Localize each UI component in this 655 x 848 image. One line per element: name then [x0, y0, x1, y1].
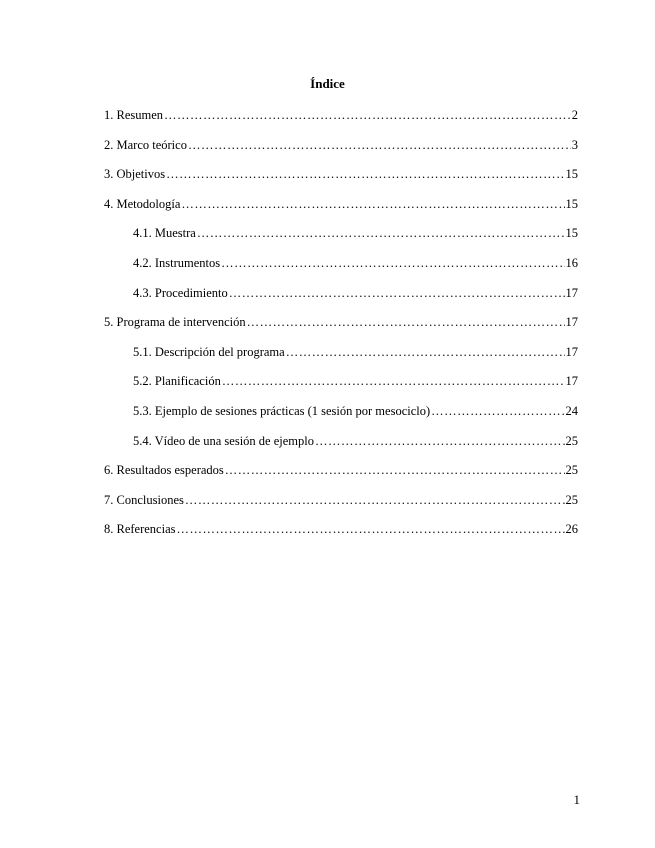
toc-entry-label: 7. Conclusiones [104, 492, 184, 507]
page-number: 1 [573, 792, 580, 807]
toc-entry-page: 15 [565, 226, 578, 241]
toc-entry-page: 3 [571, 137, 578, 152]
toc-entry-metodologia[interactable] [104, 194, 578, 224]
toc-entry-label: 5.1. Descripción del programa [133, 344, 285, 359]
toc-entry-page: 25 [565, 433, 578, 448]
toc-entry-page: 24 [565, 403, 578, 418]
toc-entry-page: 25 [565, 492, 578, 507]
toc-entry-label: 5.4. Vídeo de una sesión de ejemplo [133, 433, 314, 448]
toc-entry-label: 8. Referencias [104, 522, 176, 537]
toc-entry-descripcion-del-programa[interactable] [104, 342, 578, 372]
toc-entry-label: 3. Objetivos [104, 167, 166, 182]
toc-leader-dots [315, 431, 565, 451]
toc-entry-page: 17 [565, 315, 578, 330]
toc-leader-dots [225, 460, 565, 480]
toc-leader-dots [197, 223, 565, 243]
toc-entry-label: 4. Metodología [104, 196, 181, 211]
toc-entry-page: 15 [565, 167, 578, 182]
toc-entry-referencias[interactable] [104, 519, 578, 549]
toc-leader-dots [181, 194, 564, 214]
toc-leader-dots [221, 253, 564, 273]
toc-entry-objetivos[interactable] [104, 164, 578, 194]
toc-entry-page: 15 [565, 196, 578, 211]
toc-entry-procedimiento[interactable] [104, 283, 578, 313]
table-of-contents [104, 105, 578, 549]
toc-entry-instrumentos[interactable] [104, 253, 578, 283]
toc-entry-resumen[interactable] [104, 105, 578, 135]
toc-entry-muestra[interactable] [104, 223, 578, 253]
toc-leader-dots [431, 401, 564, 421]
toc-entry-label: 1. Resumen [104, 108, 164, 122]
toc-entry-page: 17 [565, 285, 578, 300]
toc-entry-page: 16 [565, 255, 578, 270]
toc-entry-page: 25 [565, 463, 578, 478]
toc-entry-label: 5.3. Ejemplo de sesiones prácticas (1 sesión por mesociclo) [133, 403, 431, 418]
toc-entry-page: 2 [571, 108, 578, 122]
toc-entry-page: 17 [565, 374, 578, 389]
toc-entry-conclusiones[interactable] [104, 490, 578, 520]
page-title: Índice [310, 76, 345, 91]
toc-entry-video-de-sesion[interactable] [104, 431, 578, 461]
toc-leader-dots [188, 135, 571, 155]
toc-leader-dots [185, 490, 565, 510]
toc-entry-ejemplo-de-sesiones[interactable] [104, 401, 578, 431]
toc-leader-dots [247, 312, 565, 332]
toc-leader-dots [164, 105, 571, 125]
toc-leader-dots [222, 371, 565, 391]
toc-entry-marco-teorico[interactable] [104, 135, 578, 165]
toc-leader-dots [229, 283, 565, 303]
toc-entry-page: 17 [565, 344, 578, 359]
toc-entry-label: 4.3. Procedimiento [133, 285, 228, 300]
toc-leader-dots [177, 519, 565, 539]
toc-entry-programa-de-intervencion[interactable] [104, 312, 578, 342]
toc-entry-label: 6. Resultados esperados [104, 463, 224, 478]
toc-leader-dots [286, 342, 565, 362]
toc-entry-page: 26 [565, 522, 578, 537]
toc-entry-label: 4.2. Instrumentos [133, 255, 221, 270]
toc-entry-label: 5. Programa de intervención [104, 315, 246, 330]
toc-leader-dots [166, 164, 564, 184]
toc-entry-label: 2. Marco teórico [104, 137, 187, 152]
toc-entry-planificacion[interactable] [104, 371, 578, 401]
toc-entry-label: 4.1. Muestra [133, 226, 196, 241]
toc-entry-resultados-esperados[interactable] [104, 460, 578, 490]
toc-entry-label: 5.2. Planificación [133, 374, 221, 389]
